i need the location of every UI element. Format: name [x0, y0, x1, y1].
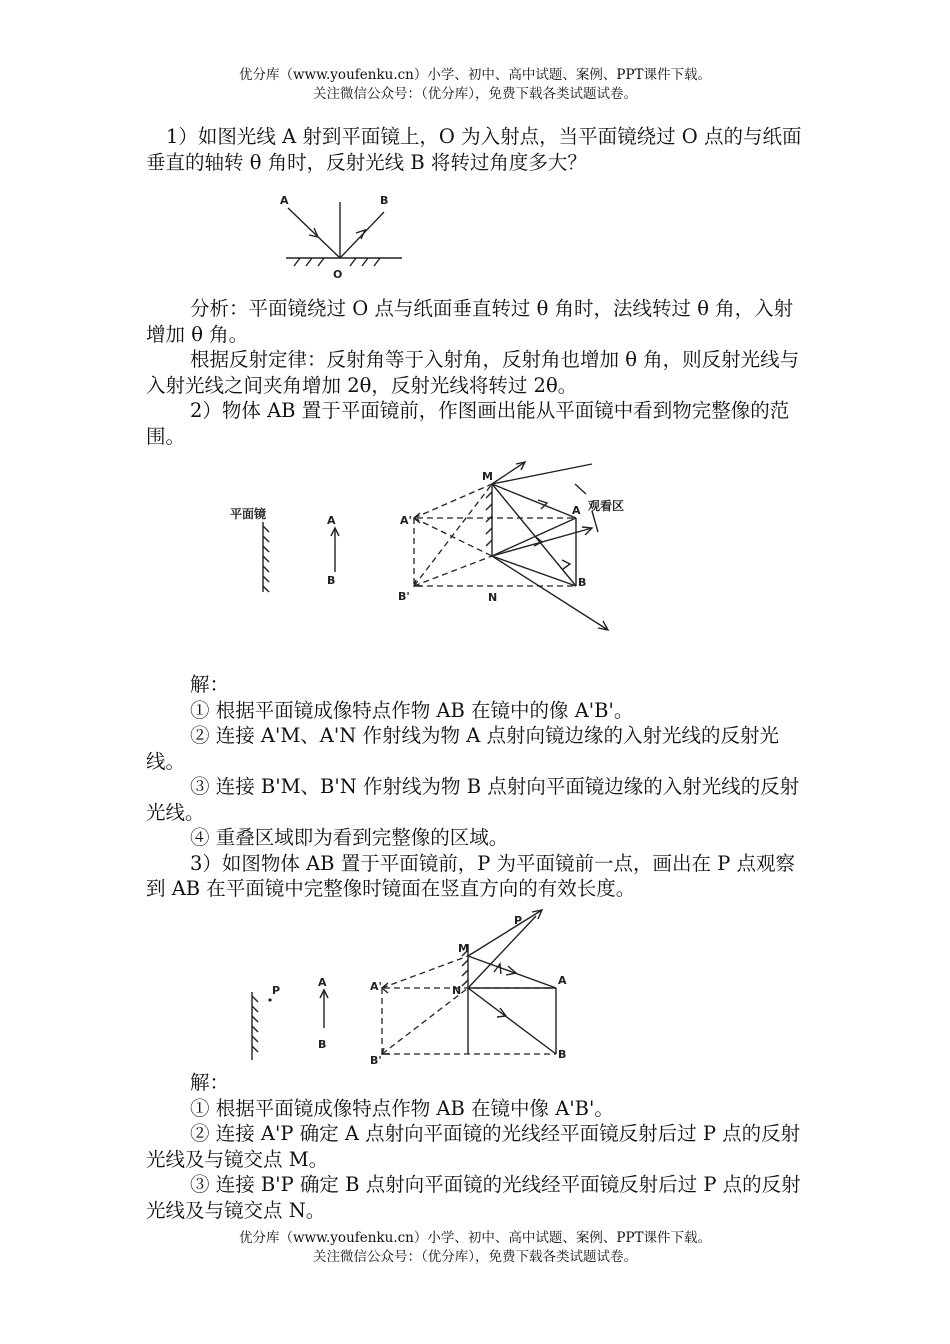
q2-ray-m-a	[492, 484, 576, 518]
q2-figure	[220, 456, 640, 641]
footer-line-2: 关注微信公众号：（优分库），免费下载各类试题试卷。	[313, 1249, 637, 1265]
q2-sol-title: 解：	[190, 673, 230, 696]
q2-ray-arrow-2	[534, 537, 542, 546]
q3-label-b-img: B'	[370, 1054, 382, 1067]
q2-step-2: ② 连接 A'M、A'N 作射线为物 A 点射向镜边缘的入射光线的反射光线。	[146, 724, 779, 773]
q3-label-b2: B	[558, 1048, 567, 1061]
q2-dash-aimg-m	[414, 484, 492, 518]
q3-label-p2: P	[514, 914, 523, 927]
q3-ray-b-n	[468, 988, 556, 1054]
q3-label-a-img: A'	[370, 980, 382, 993]
q3-step-3: ③ 连接 B'P 确定 B 点射向平面镜的光线经平面镜反射后过 P 点的反射光线及与镜交点 N。	[146, 1173, 801, 1222]
q2-label-b-img: B'	[398, 590, 410, 603]
q2-label-a2: A	[572, 504, 581, 517]
q2-step-3: ③ 连接 B'M、B'N 作射线为物 B 点射向平面镜边缘的入射光线的反射光线。	[146, 775, 800, 824]
q2-label-a: A	[327, 514, 336, 527]
q2-ray-n-a	[492, 518, 576, 556]
q2-refl-m-1-arrow	[516, 462, 525, 470]
q3-point-p	[268, 998, 271, 1001]
q3-step-1: ① 根据平面镜成像特点作物 AB 在镜中像 A'B'。	[190, 1096, 614, 1120]
q2-view-pointer-1	[575, 484, 586, 494]
q1-analysis-2: 根据反射定律：反射角等于入射角，反射角也增加 θ 角，则反射光线与入射光线之间夹角增加 2θ，反射光线将转过 2θ。	[146, 348, 800, 397]
q3-label-b: B	[318, 1038, 327, 1051]
q2-refl-n-2	[492, 556, 608, 630]
q2-mirror-label: 平面镜	[230, 507, 267, 521]
header-line-2: 关注微信公众号：（优分库），免费下载各类试题试卷。	[313, 86, 637, 102]
q3-solution-block	[146, 1070, 808, 1223]
q3-sol-title: 解：	[190, 1071, 230, 1094]
q1-analysis-block	[146, 296, 808, 449]
q2-ray-arrow-3	[562, 560, 570, 569]
q1-incident-ray	[288, 208, 340, 258]
q1-analysis-1: 分析：平面镜绕过 O 点与纸面垂直转过 θ 角时，法线转过 θ 角，入射增加 θ 角。	[146, 297, 794, 346]
q1-reflected-arrow	[356, 230, 365, 239]
q3-step-2: ② 连接 A'P 确定 A 点射向平面镜的光线经平面镜反射后过 P 点的反射光线及与镜交点 M。	[146, 1122, 801, 1171]
q3-dash-bimg-n	[382, 988, 468, 1054]
q3-label-p: P	[272, 984, 281, 997]
q2-label-m: M	[482, 470, 493, 483]
q1-label-o: O	[333, 268, 343, 281]
q2-mirror-mn-hatching	[486, 492, 492, 546]
q3-figure	[236, 904, 586, 1070]
q1-figure	[270, 190, 420, 282]
q2-step-1: ① 根据平面镜成像特点作物 AB 在镜中的像 A'B'。	[190, 698, 634, 722]
header-line-1: 优分库（www.youfenku.cn）小学、初中、高中试题、案例、PPT课件下载。	[238, 67, 712, 83]
q1-reflected-ray	[340, 212, 384, 258]
footer-line-1: 优分库（www.youfenku.cn）小学、初中、高中试题、案例、PPT课件下载。	[238, 1230, 712, 1246]
q2-label-b: B	[327, 574, 336, 587]
q1-question: 1）如图光线 A 射到平面镜上，O 为入射点，当平面镜绕过 O 点的与纸面垂直的轴转 θ 角时，反射光线 B 将转过角度多大？	[146, 125, 802, 174]
q2-solution-block	[146, 672, 808, 902]
q2-view-label: 观看区	[588, 499, 625, 513]
q2-mirror-hatching	[263, 526, 269, 592]
q1-block	[146, 124, 808, 175]
q2-view-pointer-2	[592, 511, 598, 532]
q2-dash-aimg-n	[414, 518, 492, 556]
q1-label-a: A	[280, 194, 289, 207]
q3-ray-a-m	[468, 956, 556, 988]
q2-label-a-img: A'	[400, 514, 412, 527]
q1-label-b: B	[380, 194, 389, 207]
q2-label-n: N	[488, 591, 498, 604]
q2-label-b2: B	[578, 576, 587, 589]
q3-label-m: M	[458, 942, 469, 955]
q1-mirror-hatching	[294, 258, 380, 266]
q2-step-4: ④ 重叠区域即为看到完整像的区域。	[190, 826, 509, 849]
q3-label-n: N	[452, 984, 462, 997]
q3-question: 3）如图物体 AB 置于平面镜前，P 为平面镜前一点，画出在 P 点观察到 AB 在平面镜中完整像时镜面在竖直方向的有效长度。	[146, 851, 796, 900]
page-header	[0, 66, 950, 104]
page-footer	[0, 1229, 950, 1267]
q2-dash-bimg-n	[414, 556, 492, 586]
q3-mirror-right-hatching	[462, 950, 468, 986]
q2-question: 2）物体 AB 置于平面镜前，作图画出能从平面镜中看到物完整像的范围。	[146, 399, 790, 448]
q3-label-a2: A	[558, 974, 567, 987]
q3-label-a: A	[318, 976, 327, 989]
q3-mirror-hatching	[252, 996, 258, 1052]
q2-refl-n-2-arrow	[598, 621, 608, 630]
